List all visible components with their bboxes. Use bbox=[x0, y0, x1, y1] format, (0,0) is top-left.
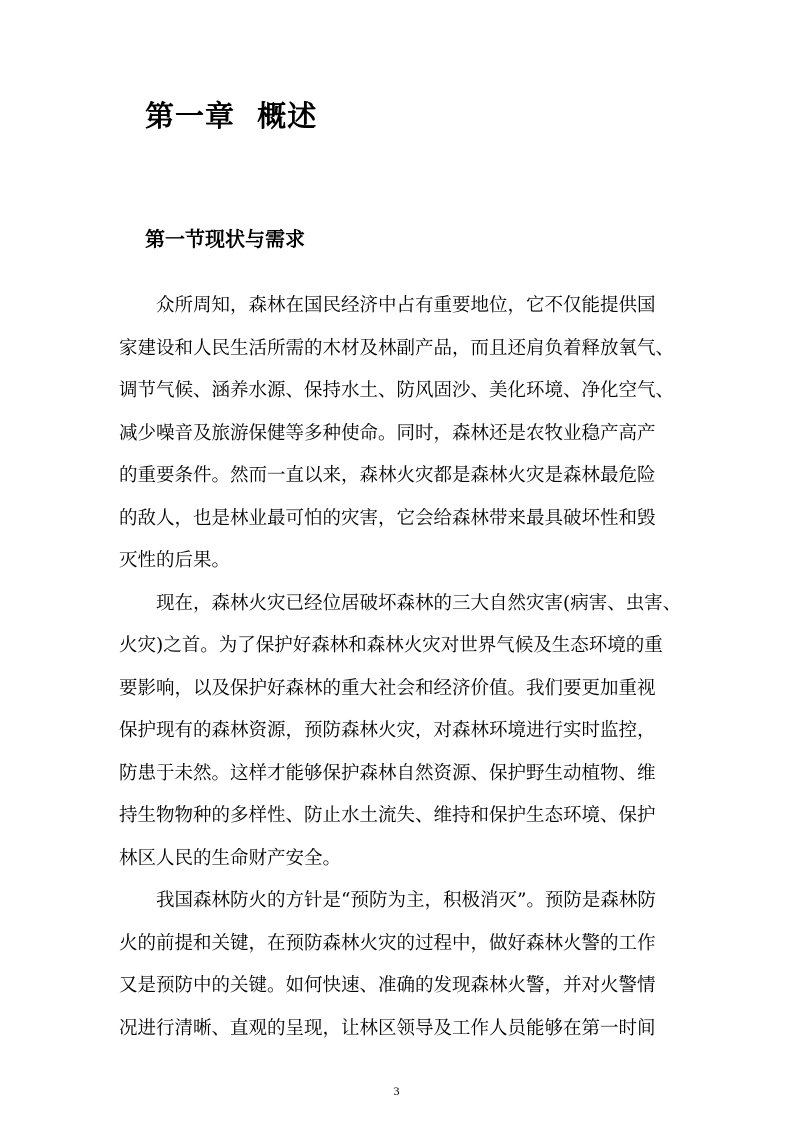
text-line: 林区人民的生命财产安全。 bbox=[119, 848, 342, 869]
text-line: 减少噪音及旅游保健等多种使命。同时，森林还是农牧业稳产高产 bbox=[119, 423, 656, 444]
text-line: 要影响，以及保护好森林的重大社会和经济价值。我们要更加重视 bbox=[119, 678, 656, 699]
text-line: 持生物物种的多样性、防止水土流失、维持和保护生态环境、保护 bbox=[119, 805, 656, 826]
section-title: 第一节现状与需求 bbox=[145, 227, 305, 251]
text-line: 防患于未然。这样才能够保护森林自然资源、保护野生动植物、维 bbox=[119, 763, 656, 784]
chapter-title: 第一章 概述 bbox=[145, 99, 318, 133]
text-line: 现在，森林火灾已经位居破坏森林的三大自然灾害(病害、虫害、 bbox=[156, 593, 682, 614]
text-line: 的敌人，也是林业最可怕的灾害，它会给森林带来最具破坏性和毁 bbox=[119, 508, 656, 529]
text-line: 的重要条件。然而一直以来，森林火灾都是森林火灾是森林最危险 bbox=[119, 465, 656, 486]
text-line: 灭性的后果。 bbox=[119, 550, 231, 571]
text-line: 又是预防中的关键。如何快速、准确的发现森林火警，并对火警情 bbox=[119, 975, 656, 996]
text-line: 况进行清晰、直观的呈现，让林区领导及工作人员能够在第一时间 bbox=[119, 1018, 656, 1039]
text-line: 众所周知，森林在国民经济中占有重要地位，它不仅能提供国 bbox=[156, 295, 656, 316]
text-line: 火的前提和关键，在预防森林火灾的过程中，做好森林火警的工作 bbox=[119, 933, 656, 954]
text-line: 火灾)之首。为了保护好森林和森林火灾对世界气候及生态环境的重 bbox=[119, 635, 663, 656]
text-line: 我国森林防火的方针是“预防为主，积极消灭”。预防是森林防 bbox=[156, 890, 656, 911]
text-line: 保护现有的森林资源，预防森林火灾，对森林环境进行实时监控， bbox=[119, 720, 656, 741]
text-line: 家建设和人民生活所需的木材及林副产品，而且还肩负着释放氧气、 bbox=[119, 338, 675, 359]
text-line: 调节气候、涵养水源、保持水土、防风固沙、美化环境、净化空气、 bbox=[119, 380, 675, 401]
page-number: 3 bbox=[393, 1084, 400, 1098]
